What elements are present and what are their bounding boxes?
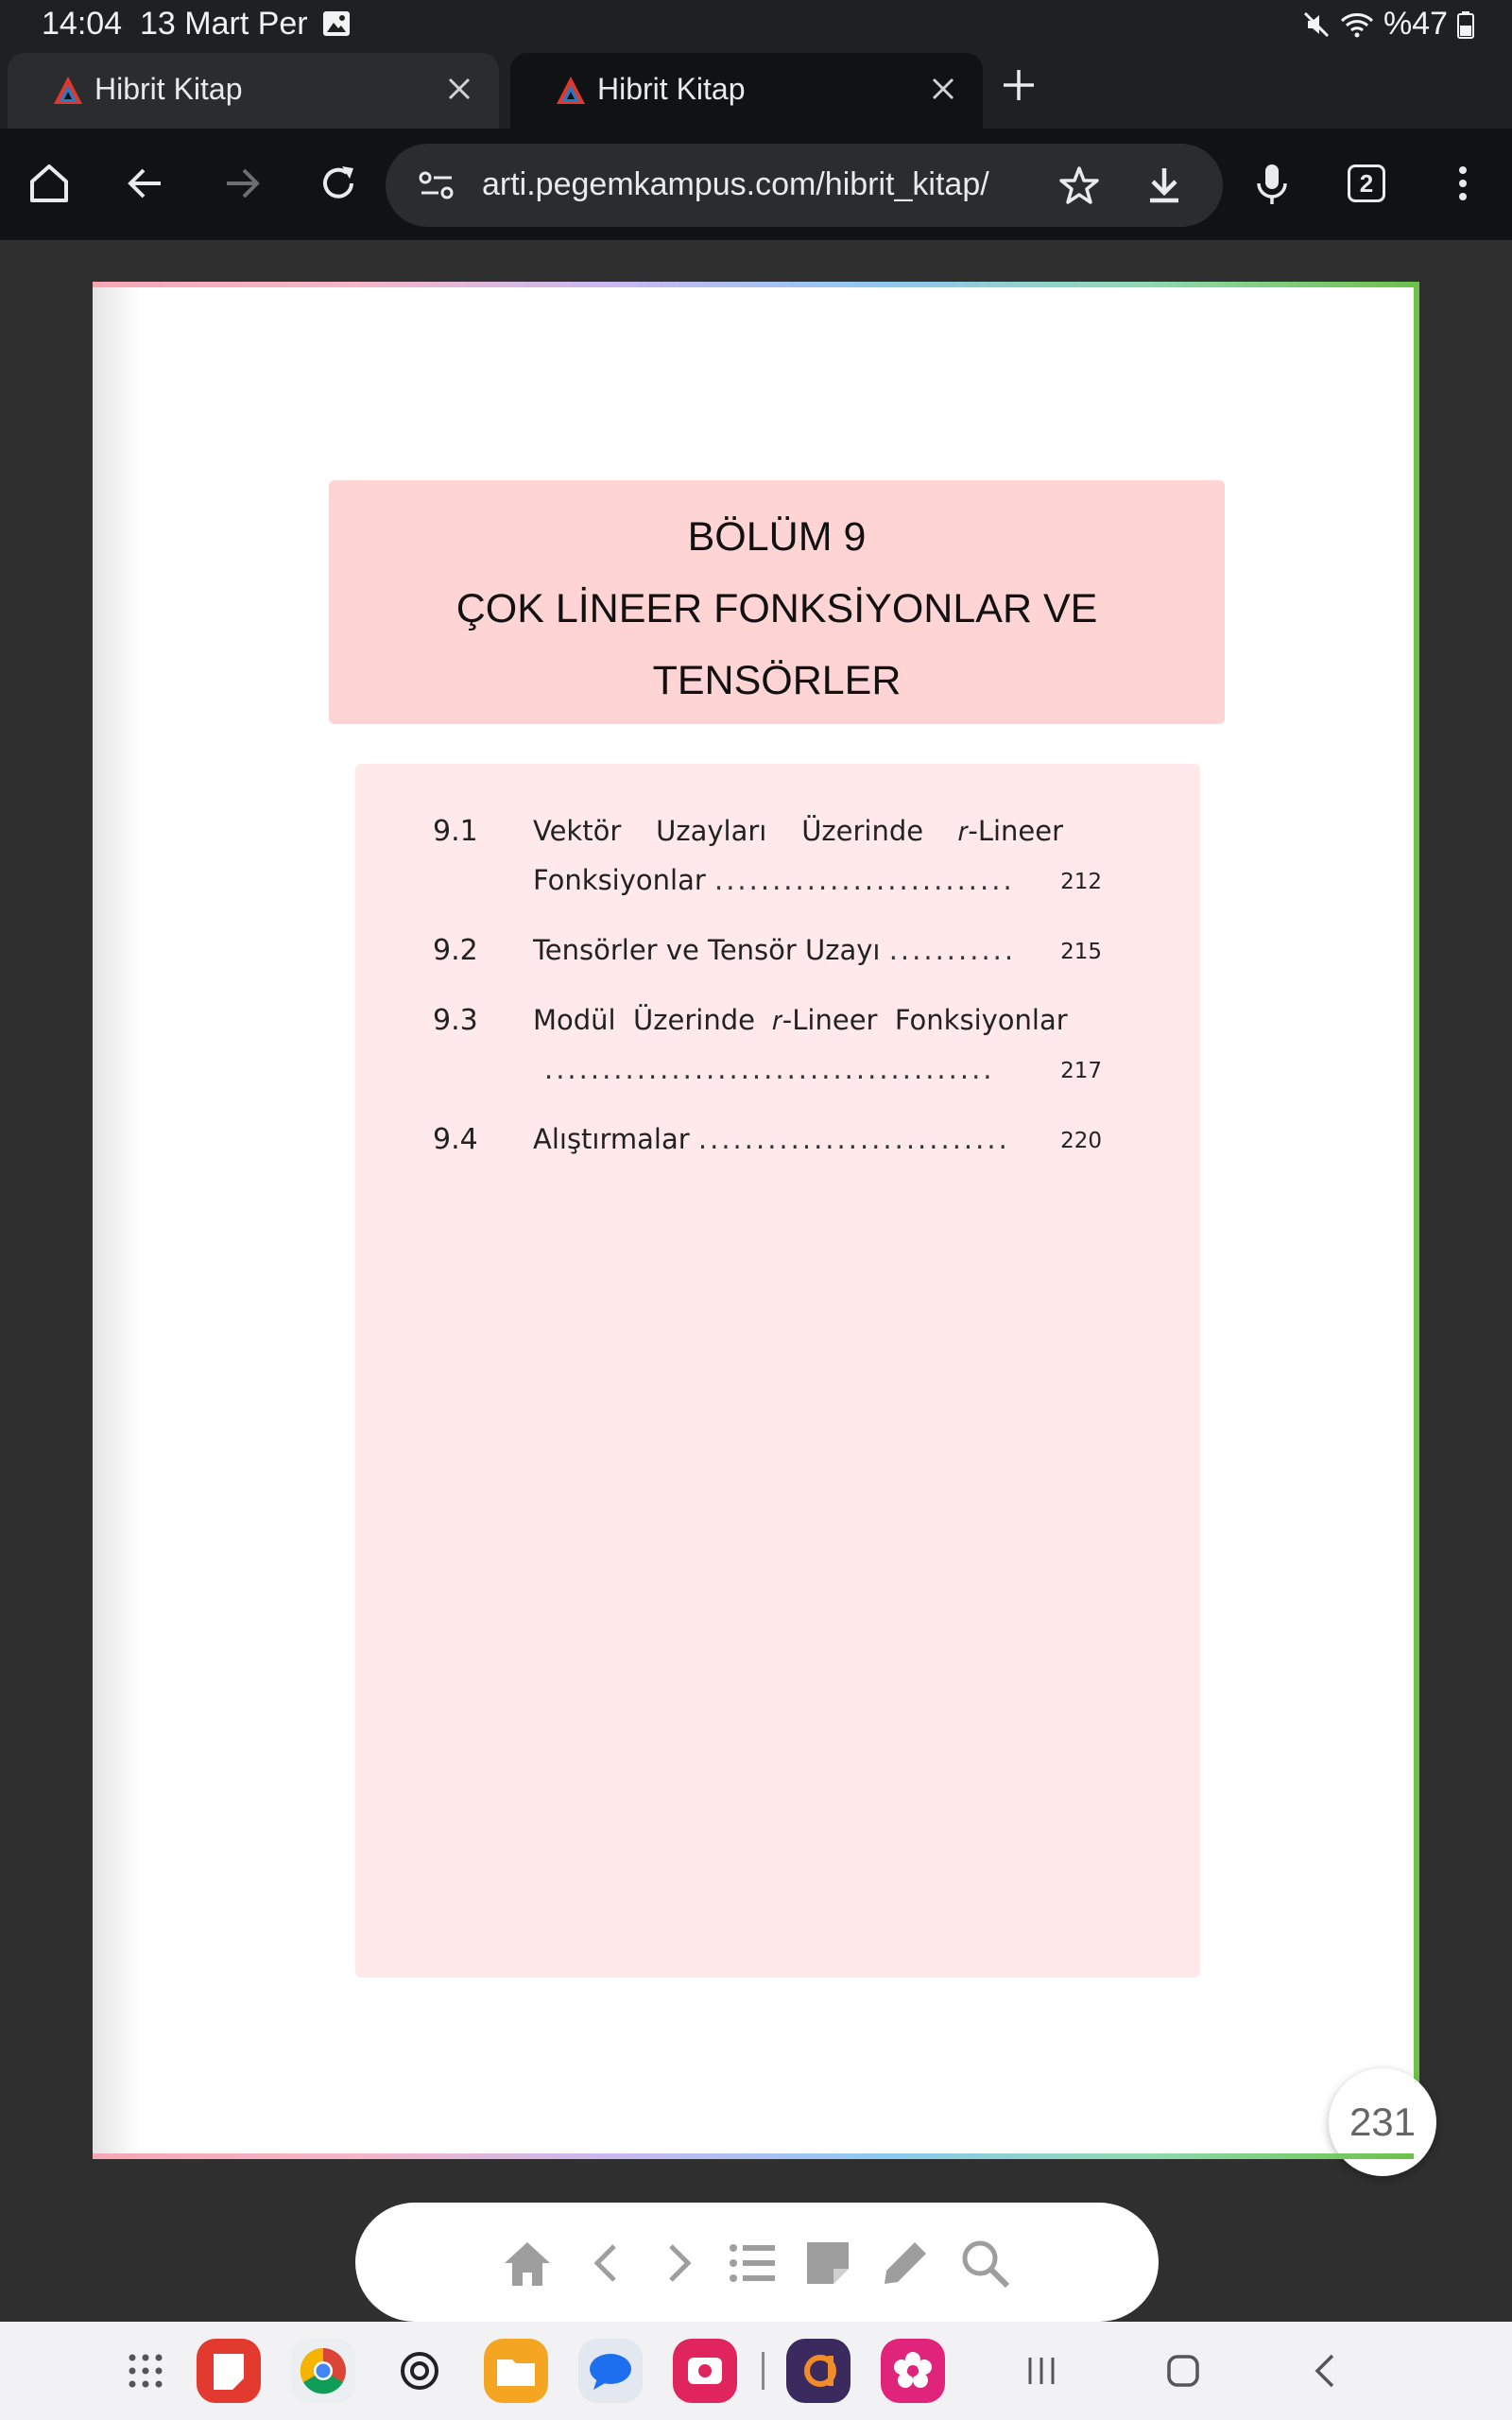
pegem-app-icon[interactable] <box>786 2339 850 2403</box>
blossom-app-icon[interactable] <box>881 2339 945 2403</box>
chapter-title-line2: TENSÖRLER <box>652 658 902 703</box>
tab-switcher-button[interactable]: 2 <box>1348 164 1385 202</box>
chrome-app-icon[interactable] <box>291 2339 355 2403</box>
toc-number: 9.3 <box>433 1004 478 1037</box>
toc-page: 220 <box>1060 1129 1102 1153</box>
messages-app-icon[interactable] <box>578 2339 643 2403</box>
status-time: 14:04 <box>42 6 123 42</box>
battery-icon <box>1457 10 1474 39</box>
search-icon[interactable] <box>956 2235 1013 2291</box>
notes-app-icon[interactable] <box>197 2339 261 2403</box>
home-nav-icon[interactable] <box>1160 2348 1206 2394</box>
note-icon[interactable] <box>799 2235 856 2291</box>
next-page-icon[interactable] <box>650 2235 707 2291</box>
table-of-contents-icon[interactable] <box>724 2235 781 2291</box>
recents-icon[interactable] <box>1019 2348 1064 2394</box>
image-notification-icon <box>321 9 352 38</box>
book-page <box>93 282 1419 2159</box>
download-icon[interactable] <box>1142 163 1187 208</box>
status-bar <box>0 0 1512 49</box>
toc-page: 215 <box>1060 940 1102 964</box>
page-gutter-shadow <box>93 287 140 2153</box>
toc-page: 212 <box>1060 870 1102 894</box>
toc-title: Modül Üzerinde 𝑟-Lineer Fonksiyonlar <box>533 1004 1068 1036</box>
forward-arrow-icon[interactable] <box>215 157 268 210</box>
more-menu-icon[interactable] <box>1436 157 1489 210</box>
home-icon[interactable] <box>499 2235 556 2291</box>
chatgpt-app-icon[interactable] <box>387 2339 452 2403</box>
battery-percent: %47 <box>1383 6 1448 42</box>
close-tab-icon[interactable] <box>440 70 478 108</box>
close-tab-icon[interactable] <box>924 70 962 108</box>
toc-leader-dots: ....................................... <box>544 1053 995 1085</box>
toc-number: 9.1 <box>433 815 478 848</box>
chapter-title-line1: ÇOK LİNEER FONKSİYONLAR VE <box>455 586 1098 631</box>
page-number-badge[interactable]: 231 <box>1329 2068 1436 2176</box>
previous-page-icon[interactable] <box>578 2235 635 2291</box>
tab-strip <box>0 49 1512 129</box>
toc-title: Alıştırmalar ........................... <box>533 1123 1010 1155</box>
toc-title: Tensörler ve Tensör Uzayı ........... <box>533 934 1017 966</box>
new-tab-icon[interactable] <box>998 64 1040 106</box>
wifi-icon <box>1340 10 1374 39</box>
status-date: 13 Mart Per <box>140 6 308 42</box>
address-bar[interactable] <box>386 144 1223 227</box>
toc-title: Vektör Uzayları Üzerinde 𝑟-Lineer <box>533 815 1064 847</box>
table-of-contents <box>355 764 1200 1978</box>
toc-number: 9.4 <box>433 1123 478 1156</box>
mute-icon <box>1302 10 1331 39</box>
site-settings-icon[interactable] <box>418 168 455 202</box>
files-app-icon[interactable] <box>484 2339 548 2403</box>
back-arrow-icon[interactable] <box>119 157 172 210</box>
browser-toolbar <box>0 129 1512 240</box>
taskbar-divider <box>762 2352 765 2390</box>
url-text[interactable]: arti.pegemkampus.com/hibrit_kitap/ <box>482 166 989 202</box>
chapter-heading <box>329 480 1225 724</box>
bookmark-star-icon[interactable] <box>1057 163 1102 208</box>
toc-page: 217 <box>1060 1059 1102 1083</box>
microphone-icon[interactable] <box>1246 157 1298 210</box>
page-bottom-border <box>93 2153 1414 2159</box>
pegem-favicon-icon <box>51 74 85 108</box>
book-viewer <box>0 240 1512 2325</box>
tab-hibrit-kitap-2[interactable] <box>510 53 983 129</box>
pen-icon[interactable] <box>877 2235 934 2291</box>
reload-icon[interactable] <box>312 157 365 210</box>
toc-number: 9.2 <box>433 934 478 967</box>
page-top-border <box>93 282 1414 287</box>
tab-title: Hibrit Kitap <box>597 72 746 106</box>
home-icon[interactable] <box>23 157 76 210</box>
status-right <box>1302 6 1474 43</box>
viewer-toolbar <box>355 2203 1159 2322</box>
system-taskbar <box>0 2322 1512 2420</box>
tab-hibrit-kitap-1[interactable] <box>8 53 499 129</box>
chapter-number: BÖLÜM 9 <box>687 514 867 560</box>
toc-title-line2: Fonksiyonlar .......................... <box>533 864 1015 896</box>
screen-recorder-app-icon[interactable] <box>673 2339 737 2403</box>
tab-title: Hibrit Kitap <box>94 72 243 106</box>
pegem-favicon-icon <box>554 74 588 108</box>
app-drawer-icon[interactable] <box>123 2348 168 2394</box>
back-nav-icon[interactable] <box>1304 2348 1349 2394</box>
